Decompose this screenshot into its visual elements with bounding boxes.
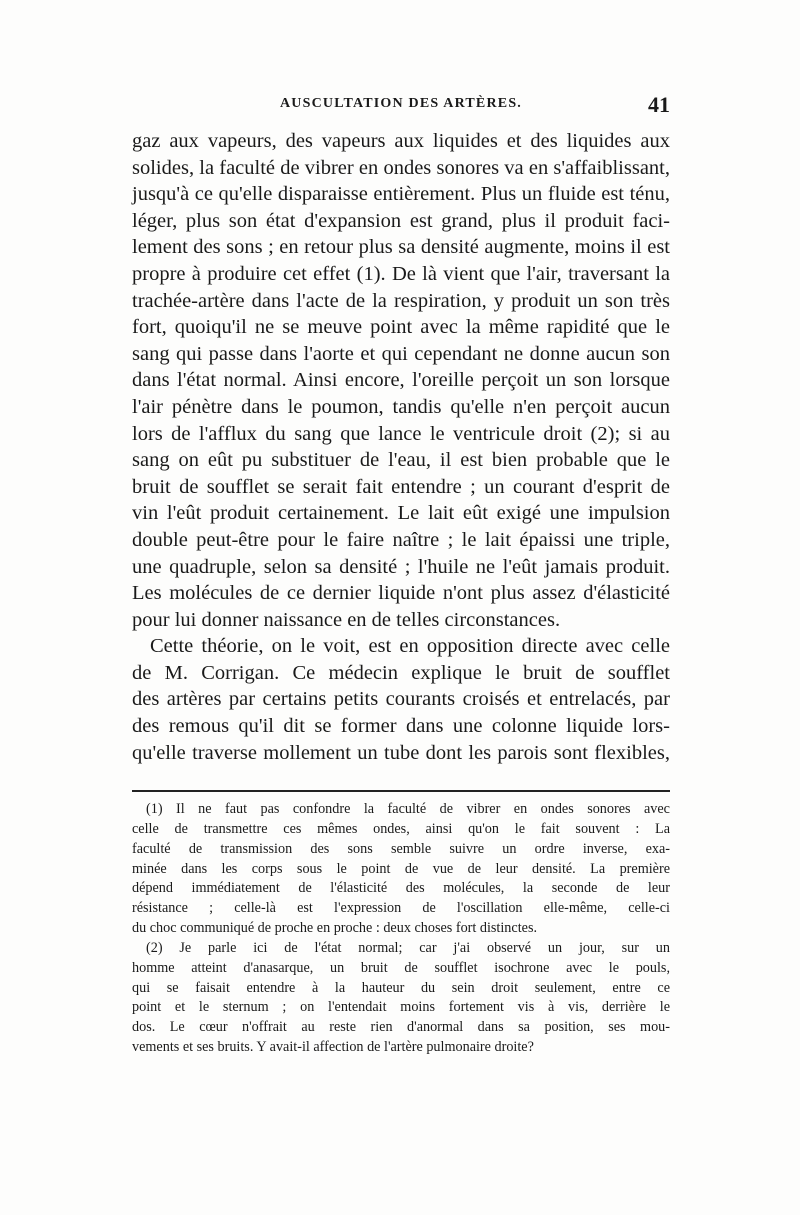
text-line: pour lui donner naissance en de telles circonstances. [132, 608, 561, 631]
footnote-line: faculté de transmission des sons semble suivre un ordre inverse, exa- [132, 840, 670, 857]
text-line: propre à produire cet effet (1). De là vient que l'air, traversant la [132, 262, 670, 285]
text-line: vin l'eût produit certainement. Le lait eût exigé une impulsion [132, 502, 670, 525]
text-line: double peut-être pour le faire naître ; le lait épaissi une triple, [132, 528, 670, 551]
text-line: léger, plus son état d'expansion est grand, plus il produit faci- [132, 209, 670, 232]
footnote-line: celle de transmettre ces mêmes ondes, ainsi qu'on le fait souvent : La [132, 820, 670, 837]
footnote-line: vements et ses bruits. Y avait-il affection de l'artère pulmonaire droite? [132, 1039, 534, 1056]
text-line: sang on eût pu substituer de l'eau, il est bien probable que le [132, 449, 670, 472]
text-line: lors de l'afflux du sang que lance le ventricule droit (2); si au [132, 422, 670, 445]
page-number: 41 [648, 92, 670, 117]
running-head [132, 92, 670, 118]
main-text [132, 128, 670, 766]
text-line: solides, la faculté de vibrer en ondes sonores va en s'affaiblissant, [132, 156, 670, 179]
text-line: gaz aux vapeurs, des vapeurs aux liquides et des liquides aux [132, 130, 670, 152]
text-line: sang qui passe dans l'aorte et qui cependant ne donne aucun son [132, 342, 670, 365]
text-line: une quadruple, selon sa densité ; l'huile ne l'eût jamais produit. [132, 555, 670, 578]
text-line: des artères par certains petits courants croisés et entrelacés, par [132, 688, 670, 711]
footnotes [132, 800, 670, 1058]
text-line: Cette théorie, on le voit, est en opposition directe avec celle [150, 635, 670, 658]
text-line: bruit de soufflet se serait fait entendre ; un courant d'esprit de [132, 475, 670, 498]
footnote-line: homme atteint d'anasarque, un bruit de soufflet isochrone avec le pouls, [132, 959, 670, 976]
text-line: de M. Corrigan. Ce médecin explique le bruit de soufflet [132, 661, 670, 684]
footnote-line: minée dans les corps sous le point de vue de leur densité. La première [132, 860, 670, 877]
text-line: jusqu'à ce qu'elle disparaisse entièrement. Plus un fluide est ténu, [132, 183, 670, 206]
footnote-line: dos. Le cœur n'offrait au reste rien d'anormal dans sa position, ses mou- [132, 1019, 670, 1036]
text-line: des remous qu'il dit se former dans une colonne liquide lors- [132, 715, 670, 738]
footnote-line: point et le sternum ; on l'entendait moins fortement vis à vis, derrière le [132, 999, 670, 1016]
text-line: l'air pénètre dans le poumon, tandis qu'elle n'en perçoit aucun [132, 395, 670, 418]
footnote-line: du choc communiqué de proche en proche : deux choses fort distinctes. [132, 920, 538, 937]
text-line: dans l'état normal. Ainsi encore, l'oreille perçoit un son lorsque [132, 369, 670, 392]
text-line: lement des sons ; en retour plus sa densité augmente, moins il est [132, 236, 670, 259]
footnote-line: (2) Je parle ici de l'état normal; car j'ai observé un jour, sur un [146, 939, 670, 956]
text-line: trachée-artère dans l'acte de la respiration, y produit un son très [132, 289, 670, 312]
footnote-line: (1) Il ne faut pas confondre la faculté de vibrer en ondes sonores avec [146, 801, 670, 817]
footnote-line: qui se faisait entendre à la hauteur du sein droit seulement, entre ce [132, 979, 670, 996]
footnote-divider [132, 790, 670, 792]
footnote-line: dépend immédiatement de l'élasticité des molécules, la seconde de leur [132, 880, 670, 897]
text-line: Les molécules de ce dernier liquide n'ont plus assez d'élasticité [132, 582, 670, 605]
text-line: qu'elle traverse mollement un tube dont les parois sont flexibles, [132, 741, 670, 764]
text-line: fort, quoiqu'il ne se meuve point avec la même rapidité que le [132, 316, 670, 339]
footnote-line: résistance ; celle-là est l'expression de l'oscillation elle-même, celle-ci [132, 900, 670, 917]
running-title: AUSCULTATION DES ARTÈRES. [279, 96, 523, 111]
